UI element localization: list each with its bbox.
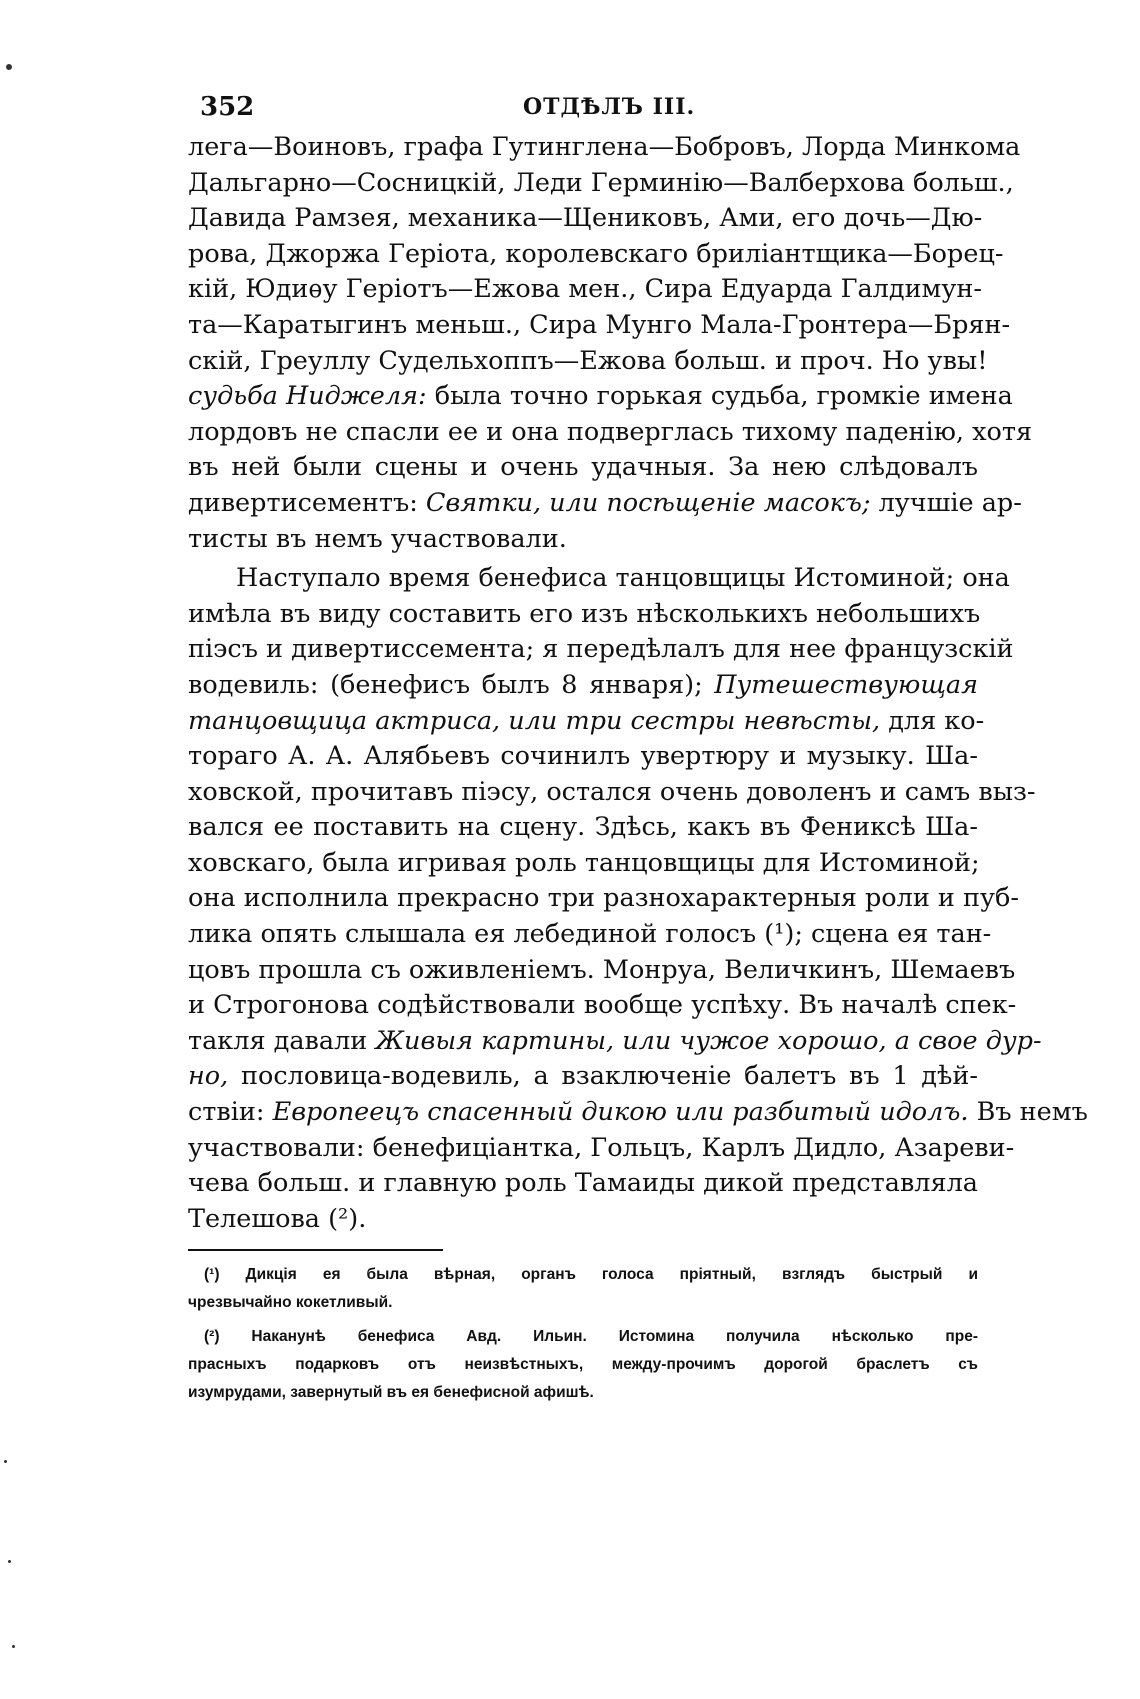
footnote-rule bbox=[188, 1249, 443, 1251]
text-line bbox=[188, 775, 1036, 811]
text-run: она исполнила прекрасно три разнохарактерныя роли и пуб- bbox=[188, 883, 1020, 914]
text-line bbox=[188, 1095, 1088, 1131]
text-run: Въ немъ bbox=[968, 1097, 1088, 1128]
italic-title: Европеецъ спасенный дикою или разбитый идолъ. bbox=[272, 1097, 969, 1128]
text-line bbox=[188, 237, 1004, 273]
text-line bbox=[188, 1059, 978, 1095]
text-run: лучшіе ар- bbox=[870, 487, 1022, 518]
scan-speck bbox=[6, 64, 12, 70]
text-run: рова, Джоржа Геріота, королевскаго бриліантщика—Борец- bbox=[188, 238, 1004, 269]
main-text bbox=[188, 130, 1088, 1237]
text-run: лордовъ не спасли ее и она подверглась тихому паденію, хотя bbox=[188, 416, 1033, 447]
text-run: чева больш. и главную роль Тамаиды дикой представляла bbox=[188, 1168, 978, 1199]
text-line bbox=[188, 486, 1022, 522]
text-line bbox=[188, 1166, 978, 1202]
text-line bbox=[188, 379, 1013, 415]
footnote bbox=[188, 1323, 978, 1407]
text-run: ховской, прочитавъ піэсу, остался очень доволенъ и самъ выз- bbox=[188, 776, 1036, 807]
scan-speck bbox=[12, 1645, 15, 1648]
text-line bbox=[188, 561, 1010, 597]
text-run: имѣла въ виду составить его изъ нѣсколькихъ небольшихъ bbox=[188, 598, 981, 629]
text-line bbox=[188, 166, 1014, 202]
text-run: ховскаго, была игривая роль танцовщицы для Истоминой; bbox=[188, 847, 980, 878]
footnotes bbox=[188, 1261, 978, 1407]
text-line bbox=[188, 881, 1020, 917]
text-run: для ко- bbox=[880, 705, 985, 736]
text-line bbox=[188, 988, 1017, 1024]
section-title: ОТДѢЛЪ III. bbox=[523, 94, 696, 120]
footnote-line: (²) Наканунѣ бенефиса Авд. Ильин. Истомина получила нѣсколько пре- bbox=[204, 1328, 978, 1346]
text-line bbox=[188, 130, 1021, 166]
text-line bbox=[188, 1202, 978, 1238]
paragraph bbox=[188, 561, 1088, 1237]
text-run: лика опять слышала ея лебединой голосъ (¹); сцена ея тан- bbox=[188, 919, 992, 950]
text-line bbox=[188, 739, 978, 775]
text-run: Дальгарно—Сосницкій, Леди Герминію—Валберхова больш., bbox=[188, 167, 1014, 198]
footnote-line: (¹) Дикція ея была вѣрная, органъ голоса пріятный, взглядъ быстрый и bbox=[204, 1266, 978, 1284]
text-run: Давида Рамзея, механика—Щениковъ, Ами, его дочь—Дю- bbox=[188, 203, 983, 234]
text-line bbox=[188, 597, 981, 633]
text-line bbox=[188, 272, 983, 308]
italic-title: Живыя картины, или чужое хорошо, а свое дур- bbox=[375, 1025, 1042, 1056]
italic-title: танцовщица актриса, или три сестры невѣсты, bbox=[188, 705, 881, 736]
text-line bbox=[188, 344, 988, 380]
footnote-line: изумрудами, завернутый въ ея бенефисной афишѣ. bbox=[188, 1384, 594, 1402]
text-line bbox=[188, 846, 978, 882]
text-line bbox=[188, 668, 978, 704]
text-run: участвовали: бенефиціантка, Гольцъ, Карлъ Дидло, Азареви- bbox=[188, 1132, 1015, 1163]
text-run: пословица-водевиль, а взаключеніе балетъ въ 1 дѣй- bbox=[228, 1061, 978, 1092]
text-run: лега—Воиновъ, графа Гутинглена—Бобровъ, Лорда Минкома bbox=[188, 132, 1021, 162]
text-run: тораго А. А. Алябьевъ сочинилъ увертюру и музыку. Ша- bbox=[188, 741, 978, 772]
italic-title: Святки, или посѣщеніе масокъ; bbox=[425, 487, 871, 518]
text-run: въ ней были сцены и очень удачныя. За нею слѣдовалъ bbox=[188, 452, 978, 483]
text-line bbox=[188, 704, 985, 740]
text-line bbox=[188, 810, 978, 846]
text-run: такля давали bbox=[188, 1025, 376, 1056]
book-page bbox=[188, 80, 1088, 1407]
text-run: кій, Юдиѳу Геріотъ—Ежова мен., Сира Едуарда Галдимун- bbox=[188, 274, 983, 305]
italic-title: судьба Ниджеля: bbox=[188, 381, 427, 412]
text-run: тисты въ немъ участвовали. bbox=[188, 523, 567, 554]
text-line bbox=[188, 1131, 1015, 1167]
text-line bbox=[188, 917, 992, 953]
text-line bbox=[188, 1024, 1042, 1060]
text-line bbox=[188, 450, 978, 486]
page-number: 352 bbox=[200, 92, 255, 122]
running-head bbox=[188, 80, 978, 130]
italic-title: но, bbox=[188, 1061, 229, 1092]
scan-speck bbox=[8, 1560, 11, 1563]
text-line bbox=[188, 632, 1014, 668]
text-run: цовъ прошла съ оживленіемъ. Монруа, Величкинъ, Шемаевъ bbox=[188, 954, 1016, 985]
text-run: Наступало время бенефиса танцовщицы Истоминой; она bbox=[236, 563, 1010, 594]
text-run: водевиль: (бенефисъ былъ 8 января); bbox=[188, 669, 715, 700]
paragraph bbox=[188, 130, 1033, 557]
text-run: Телешова (²). bbox=[188, 1203, 367, 1234]
text-run: была точно горькая судьба, громкіе имена bbox=[426, 381, 1013, 412]
footnote-line: прасныхъ подарковъ отъ неизвѣстныхъ, между-прочимъ дорогой браслетъ съ bbox=[188, 1356, 978, 1374]
text-run: скій, Греуллу Судельхоппъ—Ежова больш. и проч. Но увы! bbox=[188, 345, 988, 376]
text-run: піэсъ и дивертиссемента; я передѣлалъ для нее французскій bbox=[188, 634, 1014, 665]
text-run: и Строгонова содѣйствовали вообще успѣху. Въ началѣ спек- bbox=[188, 990, 1017, 1021]
scan-speck bbox=[4, 1460, 7, 1463]
footnote-line: чрезвычайно кокетливый. bbox=[188, 1294, 393, 1312]
text-run: ствіи: bbox=[188, 1097, 273, 1128]
italic-title: Путешествующая bbox=[714, 669, 978, 700]
text-line bbox=[188, 415, 1033, 451]
text-line bbox=[188, 522, 978, 558]
text-run: вался ее поставить на сцену. Здѣсь, какъ въ Фениксѣ Ша- bbox=[188, 812, 978, 843]
text-run: та—Каратыгинъ меньш., Сира Мунго Мала-Гронтера—Брян- bbox=[188, 309, 1011, 340]
text-line bbox=[188, 201, 983, 237]
text-line bbox=[188, 308, 1011, 344]
text-line bbox=[188, 953, 1016, 989]
footnote bbox=[188, 1261, 978, 1317]
text-run: дивертисементъ: bbox=[188, 487, 426, 518]
